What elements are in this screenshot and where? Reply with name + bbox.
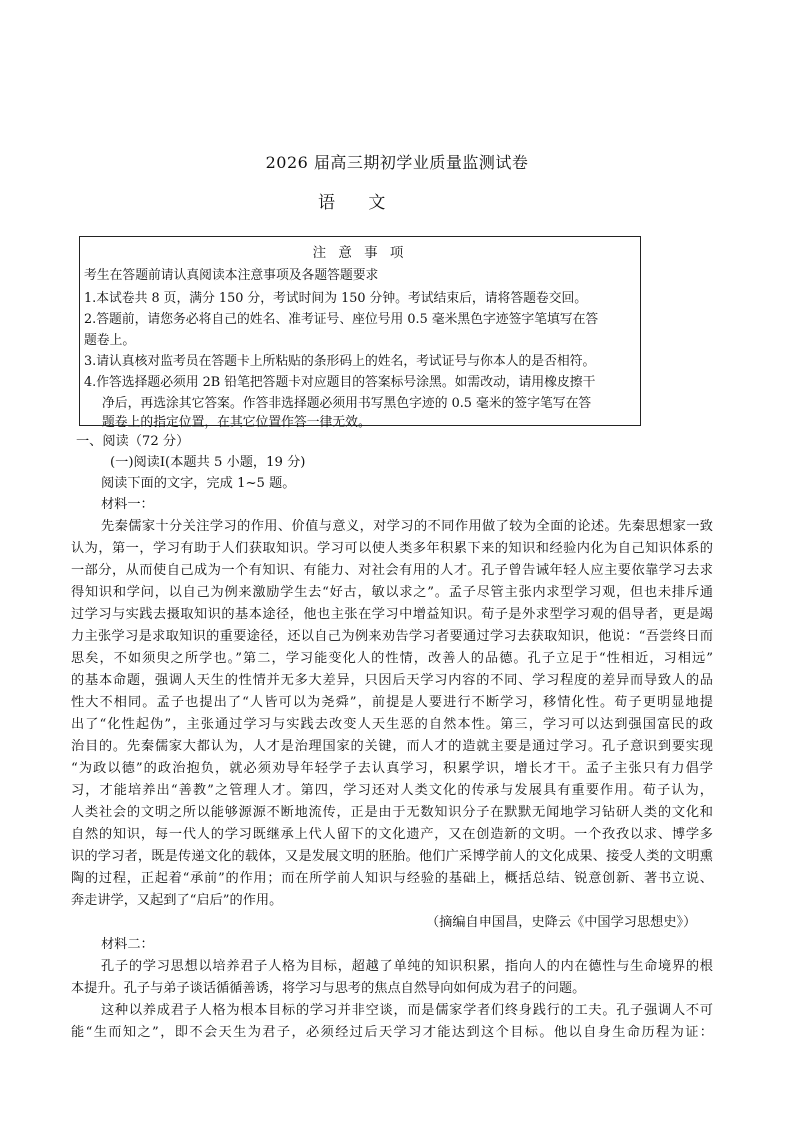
material1-line: 过学习与实践去摄取知识的基本途径，他也主张在学习中增益知识。荀子是外求型学习观的倡导者，更是竭 [71,607,713,622]
material1-line: 先秦儒家十分关注学习的作用、价值与意义，对学习的不同作用做了较为全面的论述。先秦思想家一致 [101,519,713,534]
material2-line: 孔子的学习思想以培养君子人格为目标，超越了单纯的知识积累，指向人的内在德性与生命境界的根 [101,959,713,974]
material1-line: 人类社会的文明之所以能够源源不断地流传，正是由于无数知识分子在默默无闻地学习钻研人类的文化和 [71,805,713,820]
material1-line: 的基本命题，强调人天生的性情并无多大差异，只因后天学习内容的不同、学习程度的差异而导致人的品 [71,673,713,688]
material1-line: 一部分，从而使自己成为一个有知识、有能力、对社会有用的人才。孔子曾告诫年轻人应主要依靠学习去求 [71,563,713,578]
instruction: 阅读下面的文字，完成 1~5 题。 [101,476,296,491]
subject-title: 语 文 [318,193,400,213]
notice-line: 4.作答选择题必须用 2B 铅笔把答题卡对应题目的答案标号涂黑。如需改动，请用橡皮擦干 [84,375,596,390]
material1-line: 性大不相同。孟子也提出了“人皆可以为尧舜”，前提是人要进行不断学习，移情化性。荀子更明显地提 [71,695,713,710]
material2-line: 能“生而知之”，即不会天生为君子，必须经过后天学习才能达到这个目标。他以自身生命历程为证： [71,1025,713,1040]
material2-line: 本提升。孔子与弟子谈话循循善诱，将学习与思考的焦点自然导向如何成为君子的问题。 [71,981,586,996]
material1-line: 治目的。先秦儒家大都认为，人才是治理国家的关键，而人才的造就主要是通过学习。孔子意识到要实现 [71,739,713,754]
notice-line: 题卷上的指定位置，在其它位置作答一律无效。 [102,415,371,430]
notice-heading: 注 意 事 项 [312,245,408,261]
material1-line: 思矣，不如须臾之所学也。”第二，学习能变化人的性情，改善人的品德。孔子立足于“性相近，习相远” [71,651,713,666]
notice-line: 1.本试卷共 8 页，满分 150 分，考试时间为 150 分钟。考试结束后，请将答题卷交回。 [84,291,588,306]
material1-line: 力主张学习是求取知识的重要途径，还以自己为例来劝告学习者要通过学习去获取知识，他说：“吾尝终日而 [71,629,713,644]
notice-box [79,236,641,430]
material1-line: “为政以德”的政治抱负，就必须劝导年轻学子去认真学习，积累学识，增长才干。孟子主张只有力倡学 [71,761,713,776]
material1-line: 自然的知识，每一代人的学习既继承上代人留下的文化遗产，又在创造新的文明。一个孜孜以求、博学多 [71,827,713,842]
material1-line: 识的学习者，既是传递文化的载体，又是发展文明的胚胎。他们广采博学前人的文化成果、接受人类的文明熏 [71,849,713,864]
sub-section-heading: (一)阅读Ⅰ(本题共 5 小题，19 分) [110,455,306,470]
notice-line: 2.答题前，请您务必将自己的姓名、准考证号、座位号用 0.5 毫米黑色字迹签字笔填写在答 [84,312,599,327]
material2-line: 这种以养成君子人格为根本目标的学习并非空谈，而是儒家学者们终身践行的工夫。孔子强调人不可 [101,1003,713,1018]
material1-line: 出了“化性起伪”，主张通过学习与实践去改变人天生恶的自然本性。第三，学习可以达到强国富民的政 [71,717,713,732]
notice-line: 3.请认真核对监考员在答题卡上所粘贴的条形码上的姓名，考试证号与你本人的是否相符。 [84,354,596,369]
material1-line: 习，才能培养出“善教”之管理人才。第四，学习还对人类文化的传承与发展具有重要作用。荀子认为， [71,783,713,798]
material2-label: 材料二： [101,937,154,952]
material1-line: 陶的过程，正起着“承前”的作用；而在所学前人知识与经验的基础上，概括总结、锐意创新、著书立说、 [71,871,713,886]
exam-title: 2026 届高三期初学业质量监测试卷 [265,153,529,172]
material1-label: 材料一： [101,497,154,512]
notice-line: 净后，再选涂其它答案。作答非选择题必须用书写黑色字迹的 0.5 毫米的签字笔写在答 [102,396,592,411]
section-heading: 一、阅读（72 分） [76,434,190,449]
material1-source: （摘编自申国昌，史降云《中国学习思想史》） [426,915,697,930]
material1-line: 认为，第一，学习有助于人们获取知识。学习可以使人类多年积累下来的知识和经验内化为自己知识体系的 [71,541,713,556]
material1-line: 奔走讲学，又起到了“启后”的作用。 [71,893,283,908]
material1-line: 得知识和学问，以自己为例来激励学生去“好古，敏以求之”。孟子尽管主张内求型学习观，但也未排斥通 [71,585,713,600]
notice-intro: 考生在答题前请认真阅读本注意事项及各题答题要求 [84,268,379,283]
notice-line: 题卷上。 [84,333,136,348]
